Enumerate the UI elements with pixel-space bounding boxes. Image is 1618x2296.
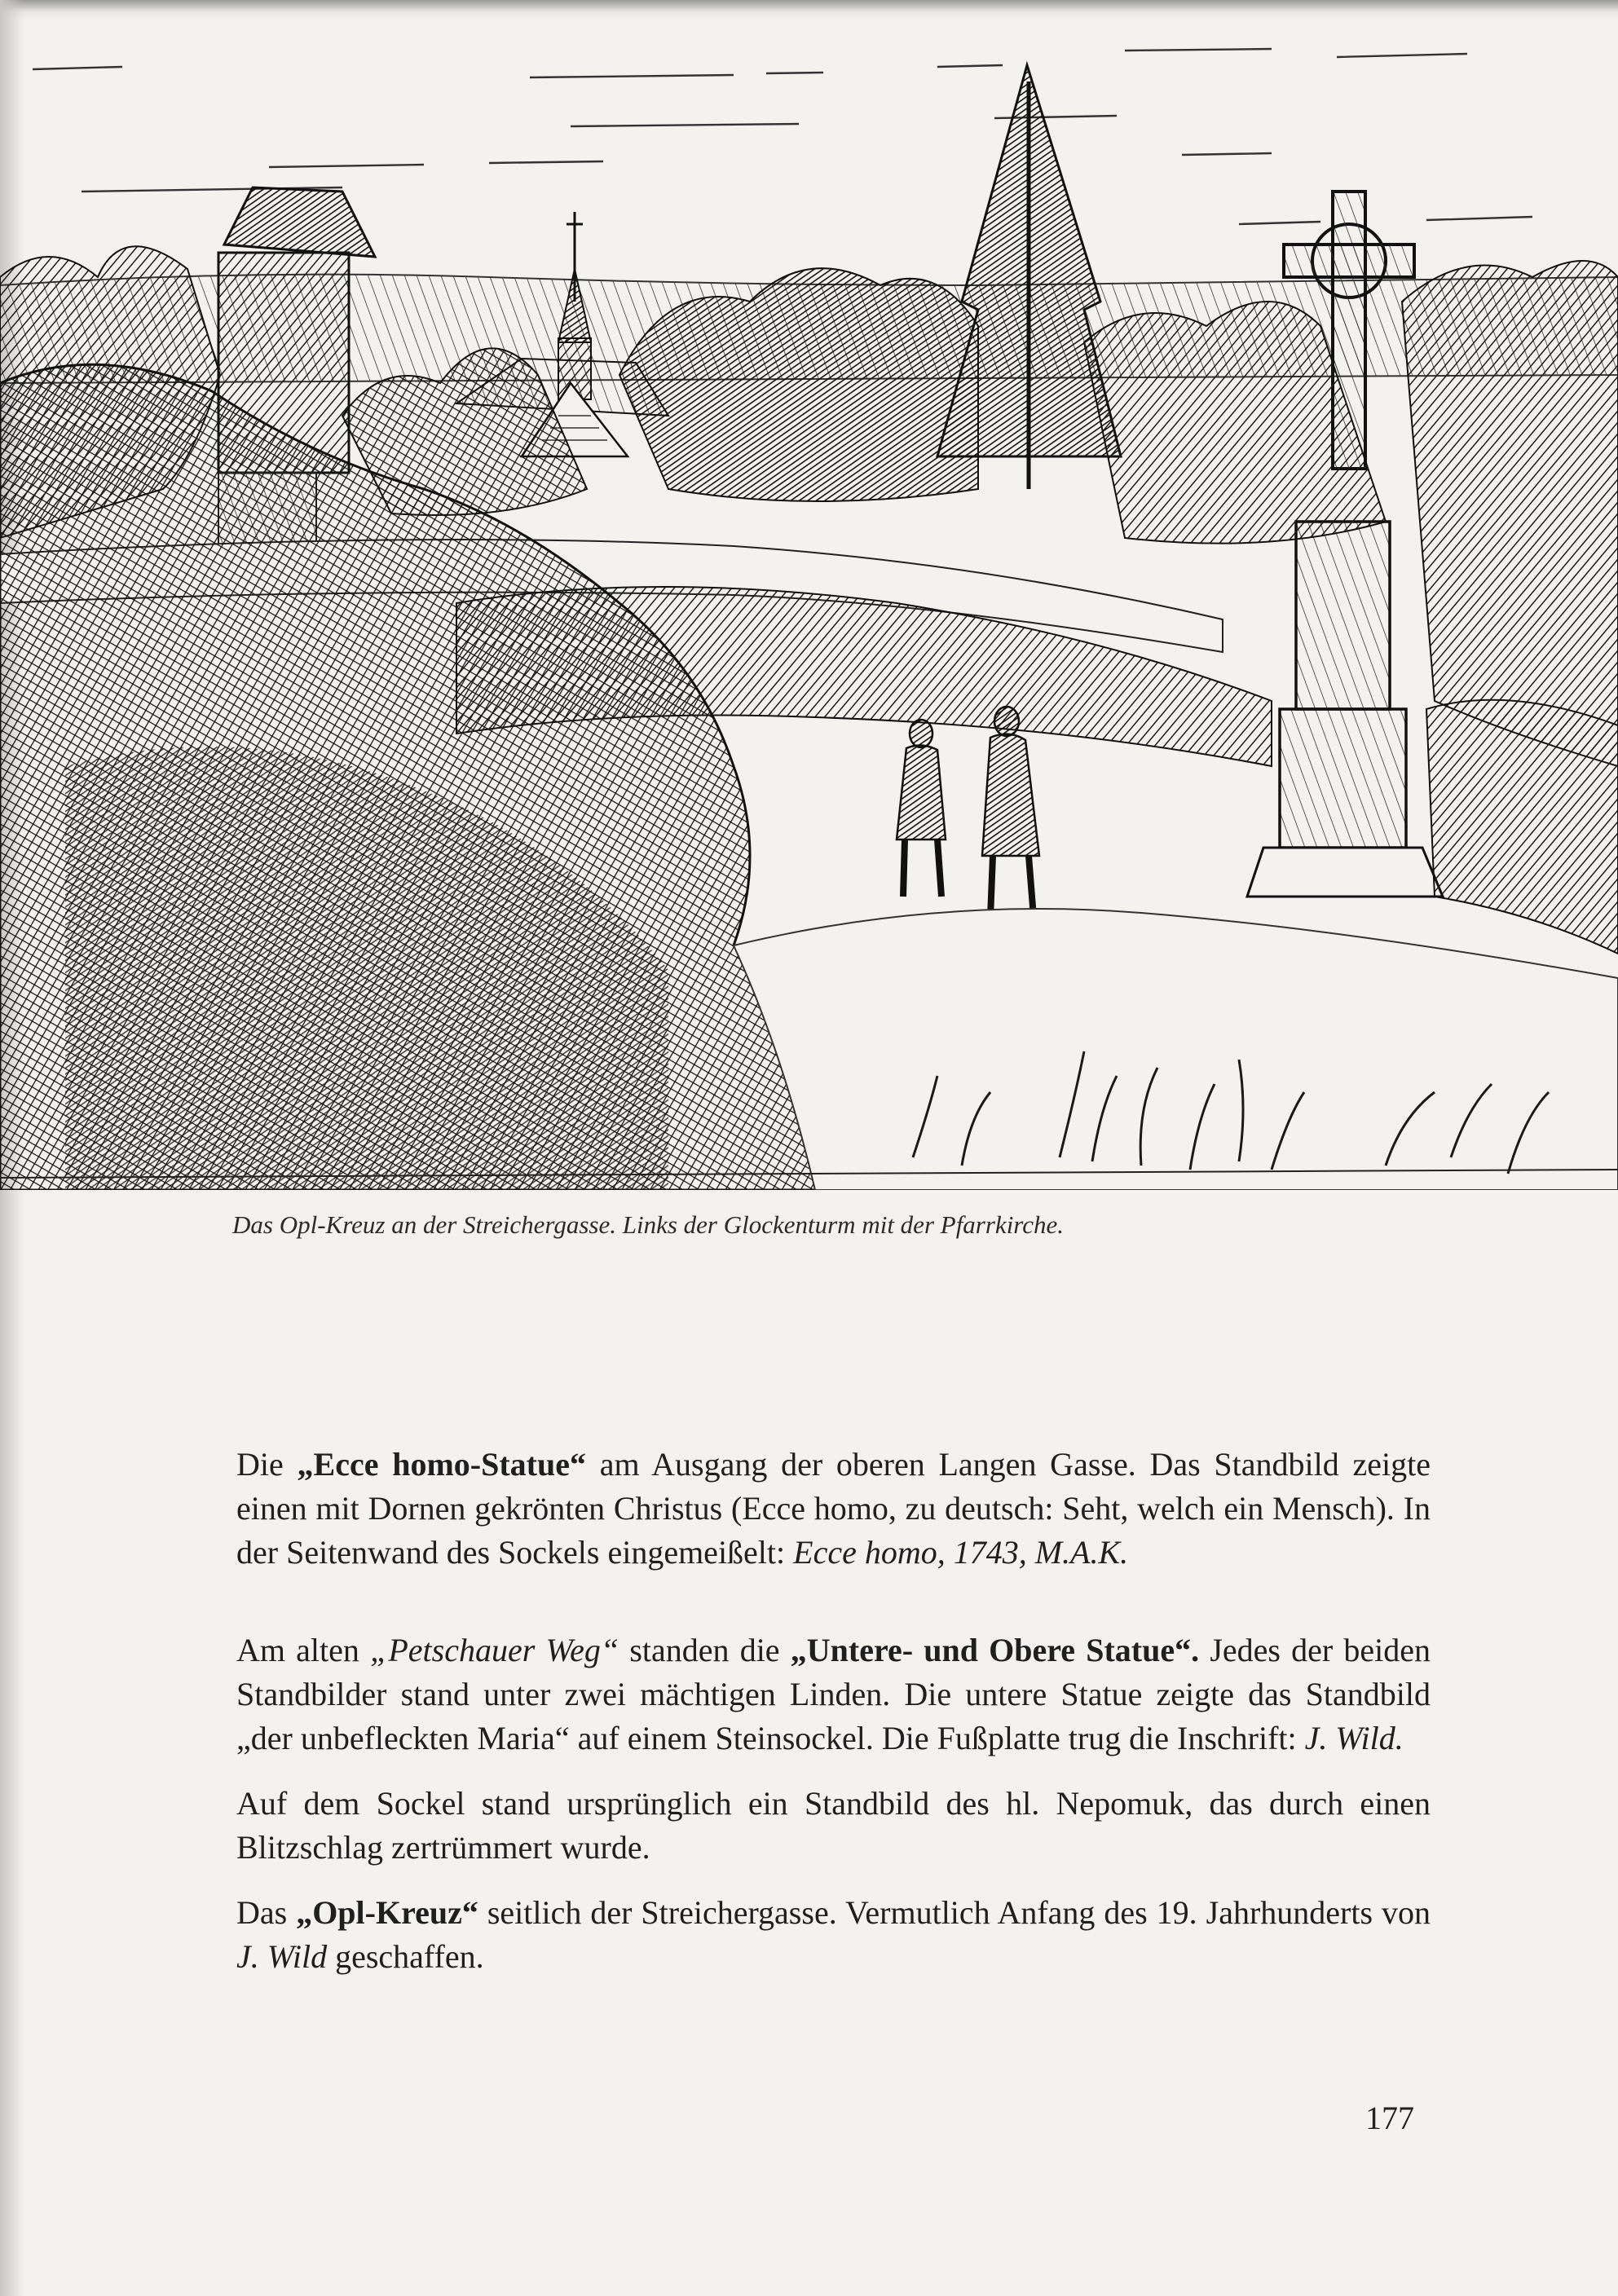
heading-opl-kreuz: „Opl-Kreuz“ xyxy=(296,1894,478,1931)
text-span: Das xyxy=(236,1894,297,1931)
inscription-j-wild: J. Wild. xyxy=(1304,1720,1404,1756)
right-shrubs xyxy=(1426,700,1618,954)
text-span: Die xyxy=(236,1446,298,1483)
text-span: am Ausgang der oberen Langen Gasse. Das Standbild zeigte einen mit Dornen gekrönten Christus (Ecce homo, zu deutsch: Seht, welch ein Mensch). In der Seitenwand des Sockels eingemeißelt: xyxy=(236,1446,1431,1571)
illustration-caption: Das Opl-Kreuz an der Streichergasse. Links der Glockenturm mit der Pfarrkirche. xyxy=(232,1210,1064,1239)
heading-untere-obere-statue: „Untere- und Obere Statue“. xyxy=(790,1632,1200,1668)
text-span: Am alten xyxy=(236,1632,371,1668)
artist-j-wild: J. Wild xyxy=(236,1938,328,1975)
text-span: Jedes der beiden Standbilder stand unter zwei mächtigen Linden. Die untere Statue zeigte das Standbild „der unbefleckten Maria“ auf einem Steinsockel. Die Fußplatte trug die Inschrift: xyxy=(236,1632,1431,1756)
body-text xyxy=(236,1443,1431,1979)
inscription-ecce-homo: Ecce homo, 1743, M.A.K. xyxy=(793,1534,1129,1571)
page-top-shadow xyxy=(0,0,1618,20)
heading-ecce-homo-statue: „Ecce homo-Statue“ xyxy=(297,1446,586,1483)
text-span: geschaffen. xyxy=(327,1938,484,1975)
page-number: 177 xyxy=(1365,2100,1414,2136)
background-trees-far-right xyxy=(1402,261,1618,766)
paragraph-nepomuk xyxy=(236,1782,1431,1870)
paragraph-opl-kreuz xyxy=(236,1891,1431,1979)
text-span: seitlich der Streichergasse. Vermutlich Anfang des 19. Jahrhunderts von xyxy=(478,1894,1431,1931)
text-span: standen die xyxy=(619,1632,791,1668)
walking-figures xyxy=(897,707,1039,917)
place-petschauer-weg: „Petschauer Weg“ xyxy=(370,1632,619,1668)
foreground-path xyxy=(734,909,1618,1190)
paragraph-ecce-homo xyxy=(236,1443,1431,1575)
text-span: Auf dem Sockel stand ursprünglich ein Standbild des hl. Nepomuk, das durch einen Blitzschlag zertrümmert wurde. xyxy=(236,1785,1431,1866)
ink-illustration xyxy=(0,33,1618,1190)
paragraph-petschauer-weg xyxy=(236,1628,1431,1761)
